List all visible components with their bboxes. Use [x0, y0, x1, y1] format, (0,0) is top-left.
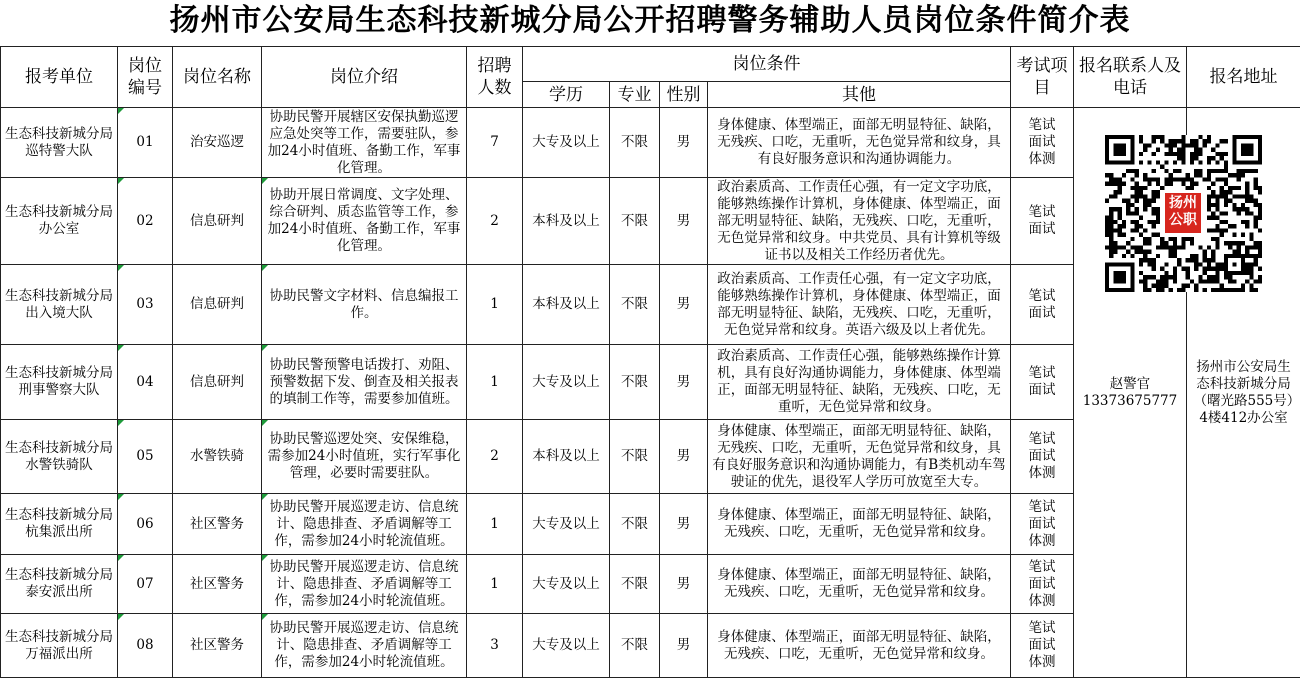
- exam-item: 笔试: [1028, 558, 1056, 575]
- cell-major: 不限: [610, 614, 660, 678]
- cell-position-name: 社区警务: [173, 614, 262, 678]
- exam-item: 笔试: [1028, 498, 1056, 515]
- cell-gender: 男: [660, 555, 708, 614]
- cell-position-name: 社区警务: [173, 555, 262, 614]
- cell-unit: 生态科技新城分局办公室: [1, 178, 118, 265]
- exam-item: 面试: [1028, 515, 1056, 532]
- cell-major: 不限: [610, 494, 660, 555]
- exam-item: 面试: [1028, 134, 1056, 150]
- cell-other: 政治素质高、工作责任心强，有一定文字功底，能够熟练操作计算机，身体健康、体型端正，面部无明显特征、缺陷，无残疾、口吃，无重听，无色觉异常和纹身。英语六级及以上者优先。: [708, 265, 1011, 345]
- cell-intro: 协助民警开展巡逻走访、信息统计、隐患排查、矛盾调解等工作，需参加24小时轮流值班。: [262, 555, 467, 614]
- cell-intro: 协助民警文字材料、信息编报工作。: [262, 265, 467, 345]
- cell-position-name: 信息研判: [173, 345, 262, 420]
- cell-major: 不限: [610, 178, 660, 265]
- cell-position-name: 治安巡逻: [173, 108, 262, 178]
- header-gender: 性别: [660, 82, 708, 108]
- cell-unit: 生态科技新城分局刑事警察大队: [1, 345, 118, 420]
- header-conditions: 岗位条件: [523, 47, 1011, 82]
- cell-count: 1: [467, 265, 523, 345]
- header-exam: 考试项目: [1011, 47, 1074, 108]
- cell-exam: [1011, 494, 1074, 555]
- exam-item: 体测: [1028, 592, 1056, 609]
- cell-gender: 男: [660, 265, 708, 345]
- cell-code: 08: [118, 614, 173, 678]
- cell-code: 04: [118, 345, 173, 420]
- cell-other: 身体健康、体型端正，面部无明显特征、缺陷，无残疾、口吃，无重听，无色觉异常和纹身。: [708, 614, 1011, 678]
- contact-phone: 13373675777: [1082, 392, 1178, 409]
- exam-item: 面试: [1028, 637, 1056, 653]
- cell-unit: 生态科技新城分局泰安派出所: [1, 555, 118, 614]
- cell-unit: 生态科技新城分局水警铁骑队: [1, 420, 118, 494]
- header-education: 学历: [523, 82, 610, 108]
- exam-item: 体测: [1028, 532, 1056, 549]
- address-cell: 扬州市公安局生态科技新城分局（曙光路555号）4楼412办公室: [1187, 108, 1300, 678]
- cell-other: 身体健康、体型端正，面部无明显特征、缺陷，无残疾、口吃，无重听，无色觉异常和纹身。: [708, 555, 1011, 614]
- exam-item: 笔试: [1028, 431, 1056, 447]
- cell-code: 06: [118, 494, 173, 555]
- exam-item: 体测: [1028, 151, 1056, 167]
- cell-gender: 男: [660, 345, 708, 420]
- header-intro: 岗位介绍: [262, 47, 467, 108]
- cell-major: 不限: [610, 345, 660, 420]
- cell-unit: 生态科技新城分局出入境大队: [1, 265, 118, 345]
- header-other: 其他: [708, 82, 1011, 108]
- qr-logo-badge: [1163, 191, 1203, 235]
- cell-other: 身体健康、体型端正，面部无明显特征、缺陷，无残疾、口吃，无重听，无色觉异常和纹身。: [708, 494, 1011, 555]
- header-code: 岗位编号: [118, 47, 173, 108]
- page-title: 扬州市公安局生态科技新城分局公开招聘警务辅助人员岗位条件简介表: [169, 3, 1131, 38]
- cell-major: 不限: [610, 265, 660, 345]
- cell-code: 02: [118, 178, 173, 265]
- cell-intro: 协助民警开展巡逻走访、信息统计、隐患排查、矛盾调解等工作，需参加24小时轮流值班。: [262, 614, 467, 678]
- cell-count: 1: [467, 345, 523, 420]
- cell-code: 03: [118, 265, 173, 345]
- cell-count: 3: [467, 614, 523, 678]
- exam-item: 面试: [1028, 221, 1056, 237]
- cell-unit: 生态科技新城分局万福派出所: [1, 614, 118, 678]
- cell-other: 政治素质高、工作责任心强，能够熟练操作计算机，具有良好沟通协调能力，身体健康、体型端正，面部无明显特征、缺陷，无残疾、口吃，无重听，无色觉异常和纹身。: [708, 345, 1011, 420]
- qr-code: [1105, 135, 1262, 292]
- cell-position-name: 社区警务: [173, 494, 262, 555]
- cell-education: 大专及以上: [523, 614, 610, 678]
- badge-text: 扬州: [1169, 195, 1197, 211]
- cell-education: 大专及以上: [523, 108, 610, 178]
- cell-code: 07: [118, 555, 173, 614]
- cell-count: 1: [467, 555, 523, 614]
- header-position-name: 岗位名称: [173, 47, 262, 108]
- cell-count: 2: [467, 178, 523, 265]
- cell-position-name: 水警铁骑: [173, 420, 262, 494]
- cell-intro: 协助民警开展巡逻走访、信息统计、隐患排查、矛盾调解等工作，需参加24小时轮流值班。: [262, 494, 467, 555]
- cell-intro: 协助开展日常调度、文字处理、综合研判、质态监管等工作，参加24小时值班、备勤工作，军事化管理。: [262, 178, 467, 265]
- exam-item: 笔试: [1028, 287, 1056, 304]
- cell-gender: 男: [660, 494, 708, 555]
- exam-item: 笔试: [1028, 365, 1056, 381]
- cell-other: 身体健康、体型端正，面部无明显特征、缺陷，无残疾、口吃，无重听，无色觉异常和纹身，具有良好服务意识和沟通协调能力。: [708, 108, 1011, 178]
- exam-item: 笔试: [1028, 117, 1056, 133]
- exam-item: 笔试: [1028, 204, 1056, 220]
- header-contact: 报名联系人及电话: [1074, 47, 1187, 108]
- cell-code: 01: [118, 108, 173, 178]
- cell-education: 大专及以上: [523, 345, 610, 420]
- cell-education: 本科及以上: [523, 265, 610, 345]
- cell-major: 不限: [610, 420, 660, 494]
- exam-item: 面试: [1028, 382, 1056, 398]
- cell-intro: 协助民警开展辖区安保执勤巡逻应急处突等工作，需要驻队，参加24小时值班、备勤工作，军事化管理。: [262, 108, 467, 178]
- cell-count: 2: [467, 420, 523, 494]
- cell-gender: 男: [660, 420, 708, 494]
- cell-unit: 生态科技新城分局杭集派出所: [1, 494, 118, 555]
- cell-exam: [1011, 108, 1074, 178]
- exam-item: 面试: [1028, 575, 1056, 592]
- cell-exam: [1011, 178, 1074, 265]
- cell-position-name: 信息研判: [173, 178, 262, 265]
- header-unit: 报考单位: [1, 47, 118, 108]
- exam-item: 笔试: [1028, 620, 1056, 636]
- cell-education: 大专及以上: [523, 555, 610, 614]
- cell-other: 身体健康、体型端正，面部无明显特征、缺陷，无残疾、口吃，无重听，无色觉异常和纹身，具有良好服务意识和沟通协调能力，有B类机动车驾驶证的优先，退役军人学历可放宽至大专。: [708, 420, 1011, 494]
- header-major: 专业: [610, 82, 660, 108]
- cell-major: 不限: [610, 108, 660, 178]
- cell-exam: [1011, 420, 1074, 494]
- exam-item: 面试: [1028, 448, 1056, 464]
- badge-text: 公职: [1169, 212, 1197, 228]
- exam-item: 面试: [1028, 304, 1056, 321]
- cell-other: 政治素质高、工作责任心强，有一定文字功底，能够熟练操作计算机，身体健康、体型端正，面部无明显特征、缺陷，无残疾、口吃，无重听，无色觉异常和纹身。中共党员、具有计算机等级证书以及相关工作经历者优先。: [708, 178, 1011, 265]
- cell-exam: [1011, 614, 1074, 678]
- header-count: 招聘人数: [467, 47, 523, 108]
- cell-unit: 生态科技新城分局巡特警大队: [1, 108, 118, 178]
- cell-education: 大专及以上: [523, 494, 610, 555]
- cell-count: 1: [467, 494, 523, 555]
- cell-intro: 协助民警预警电话拨打、劝阻、预警数据下发、倒查及相关报表的填制工作等，需要参加值班。: [262, 345, 467, 420]
- cell-gender: 男: [660, 108, 708, 178]
- cell-gender: 男: [660, 178, 708, 265]
- cell-education: 本科及以上: [523, 178, 610, 265]
- cell-education: 本科及以上: [523, 420, 610, 494]
- cell-major: 不限: [610, 555, 660, 614]
- cell-exam: [1011, 345, 1074, 420]
- header-row: [1, 47, 1300, 82]
- exam-item: 体测: [1028, 465, 1056, 481]
- contact-name: 赵警官: [1109, 375, 1151, 392]
- cell-exam: [1011, 265, 1074, 345]
- cell-gender: 男: [660, 614, 708, 678]
- cell-code: 05: [118, 420, 173, 494]
- cell-count: 7: [467, 108, 523, 178]
- exam-item: 体测: [1028, 654, 1056, 670]
- header-address: 报名地址: [1187, 47, 1300, 108]
- cell-position-name: 信息研判: [173, 265, 262, 345]
- cell-intro: 协助民警巡逻处突、安保维稳，需参加24小时值班，实行军事化管理，必要时需要驻队。: [262, 420, 467, 494]
- cell-exam: [1011, 555, 1074, 614]
